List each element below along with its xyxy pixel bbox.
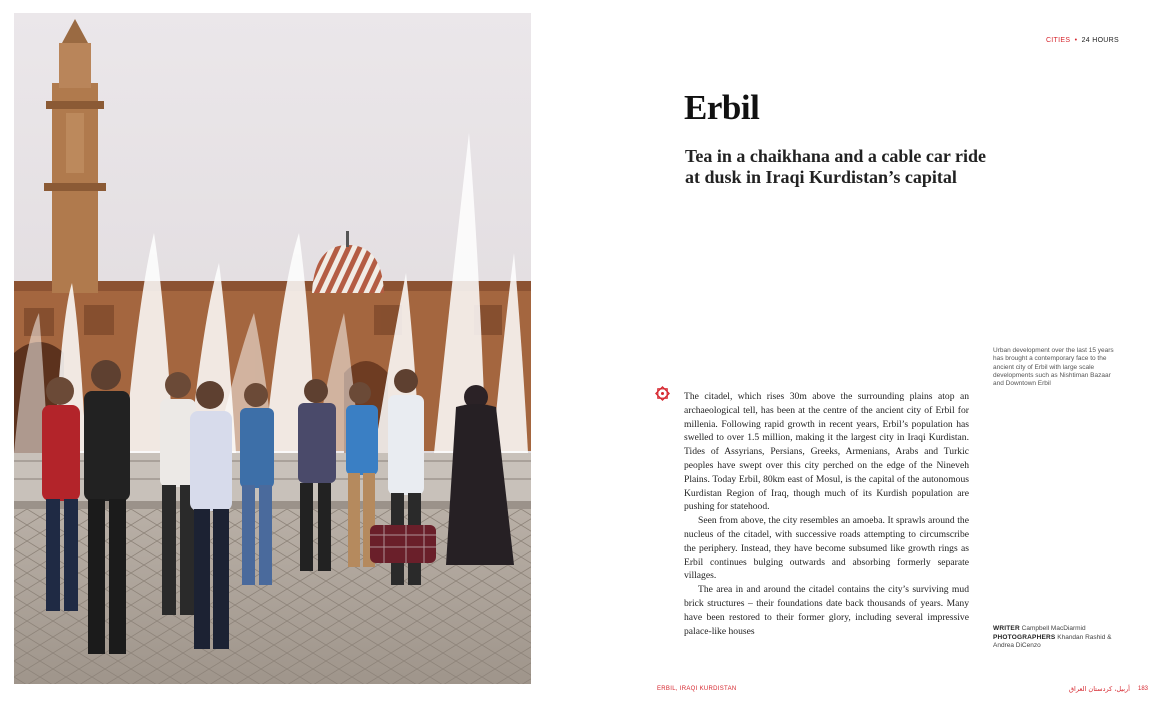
photographers-names: Khandan Rashid & Andrea DiCenzo [993, 633, 1112, 650]
body-paragraph-3: The area in and around the citadel contains the city’s surviving mud brick structures – their foundations date back thousands of years. Many have been restored to their former glory, including several impressive palace-like houses [684, 584, 969, 637]
article-body [684, 390, 969, 655]
footer-location: ERBIL, IRAQI KURDISTAN [657, 686, 737, 692]
red-geometric-emblem-icon [655, 386, 670, 401]
writer-name: Campbell MacDiarmid [1021, 625, 1086, 632]
page-number: 183 [1138, 686, 1149, 692]
photographers-credit [993, 634, 1113, 651]
section-label: CITIES [1045, 37, 1071, 44]
footer-arabic: أربيل، كردستان العراق [1069, 685, 1130, 693]
article-subtitle: Tea in a chaikhana and a cable car ride at dusk in Iraqi Kurdistan’s capital [685, 146, 987, 187]
section-separator: • [1074, 37, 1078, 44]
photographers-label: PHOTOGRAPHERS [993, 633, 1056, 641]
photo-illustration [14, 13, 531, 684]
body-paragraph-2: Seen from above, the city resembles an amoeba. It sprawls around the nucleus of the citadel, with successive roads attempting to circumscribe the periphery. Instead, they have become subsumed like growth rings as Erbil continues bulging outwards and absorbing formerly separate villages. [684, 515, 969, 582]
writer-label: WRITER [993, 625, 1020, 632]
writer-credit [993, 625, 1113, 634]
lead-photo [14, 13, 531, 684]
photo-caption: Urban development over the last 15 years has brought a contemporary face to the ancient city of Erbil with large scale developments such as Nishtiman Bazaar and Downtown Erbil [993, 347, 1114, 388]
section-header [1030, 37, 1119, 44]
subsection-label: 24 HOURS [1081, 37, 1119, 44]
credits [993, 625, 1113, 651]
article-title: Erbil [684, 88, 760, 127]
body-paragraph-1: The citadel, which rises 30m above the surrounding plains atop an archaeological tell, has been at the centre of the ancient city of Erbil for millenia. Following rapid growth in recent years, Erbil’s population has swelled to over 1.5 million, making it the largest city in Iraqi Kurdistan. Tides of Assyrians, Persians, Greeks, Armenians, Arabs and Turkic peoples have swept over this city perched on the edge of the Nineveh Plains. Today Erbil, 80km east of Mosul, is the capital of the autonomous Kurdistan Region of Iraq, though much of its Kurdish population are pushing for statehood. [684, 391, 969, 513]
